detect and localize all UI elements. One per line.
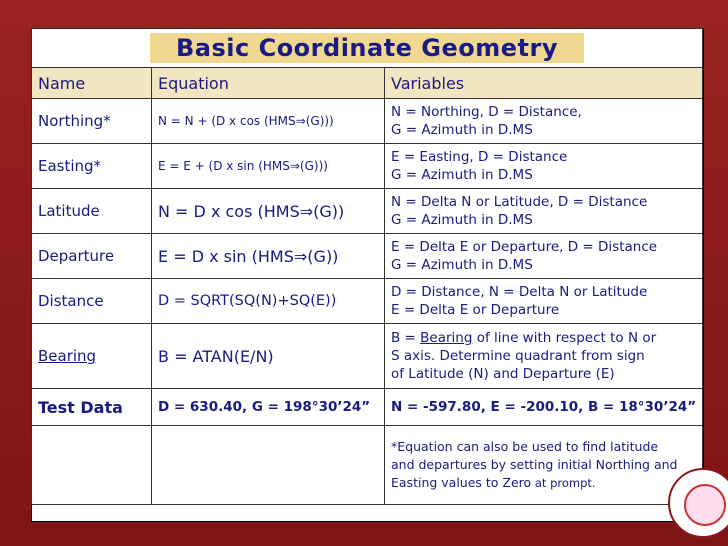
row-name: Easting*	[32, 144, 152, 189]
row-name: Departure	[32, 234, 152, 279]
row-variables	[385, 234, 703, 279]
row-equation: B = ATAN(E/N)	[152, 324, 385, 389]
row-equation: N = D x cos (HMS⇒(G))	[152, 189, 385, 234]
variables-line: N = Northing, D = Distance,	[391, 104, 582, 120]
empty-cell	[152, 426, 385, 505]
variables-line: G = Azimuth in D.MS	[391, 122, 533, 138]
row-equation: N = N + (D x cos (HMS⇒(G)))	[152, 99, 385, 144]
variables-line: of Latitude (N) and Departure (E)	[391, 366, 615, 382]
row-name: Latitude	[32, 189, 152, 234]
header-row	[32, 68, 703, 99]
header-name: Name	[32, 68, 152, 99]
row-name: Distance	[32, 279, 152, 324]
row-variables	[385, 189, 703, 234]
row-variables	[385, 324, 703, 389]
variables-line: E = Easting, D = Distance	[391, 149, 568, 165]
row-name: Northing*	[32, 99, 152, 144]
table-row	[32, 99, 703, 144]
seal-emblem-icon	[684, 484, 726, 526]
variables-line: N = Delta N or Latitude, D = Distance	[391, 194, 648, 210]
empty-cell	[32, 426, 152, 505]
header-equation: Equation	[152, 68, 385, 99]
row-variables	[385, 279, 703, 324]
bearing-link[interactable]: Bearing	[420, 330, 473, 346]
page-title: Basic Coordinate Geometry	[150, 33, 584, 63]
table-row	[32, 279, 703, 324]
variables-line: G = Azimuth in D.MS	[391, 257, 533, 273]
table-row-test-data	[32, 389, 703, 426]
variables-line: G = Azimuth in D.MS	[391, 212, 533, 228]
table-row-note	[32, 426, 703, 505]
note-line: Easting values to Zero at prompt.	[391, 475, 596, 490]
coordinate-geometry-table	[31, 28, 703, 505]
variables-line: S axis. Determine quadrant from sign	[391, 348, 645, 364]
variables-line: E = Delta E or Departure	[391, 302, 560, 318]
table-row	[32, 234, 703, 279]
table-row	[32, 144, 703, 189]
variables-line: D = Distance, N = Delta N or Latitude	[391, 284, 648, 300]
variables-line: B = Bearing of line with respect to N or	[391, 330, 657, 346]
row-equation: D = 630.40, G = 198°30’24”	[152, 389, 385, 426]
row-name: Test Data	[32, 389, 152, 426]
table-row	[32, 189, 703, 234]
header-variables: Variables	[385, 68, 703, 99]
note-cell	[385, 426, 703, 505]
variables-line: E = Delta E or Departure, D = Distance	[391, 239, 658, 255]
row-variables: N = -597.80, E = -200.10, B = 18°30’24”	[385, 389, 703, 426]
row-equation: E = D x sin (HMS⇒(G))	[152, 234, 385, 279]
row-equation: D = SQRT(SQ(N)+SQ(E))	[152, 279, 385, 324]
bearing-name-link[interactable]: Bearing	[32, 324, 152, 389]
row-equation: E = E + (D x sin (HMS⇒(G)))	[152, 144, 385, 189]
variables-line: G = Azimuth in D.MS	[391, 167, 533, 183]
table-row-bearing	[32, 324, 703, 389]
note-line: *Equation can also be used to find latitude	[391, 439, 659, 454]
note-line: and departures by setting initial Northing and	[391, 457, 678, 472]
row-variables	[385, 144, 703, 189]
row-variables	[385, 99, 703, 144]
